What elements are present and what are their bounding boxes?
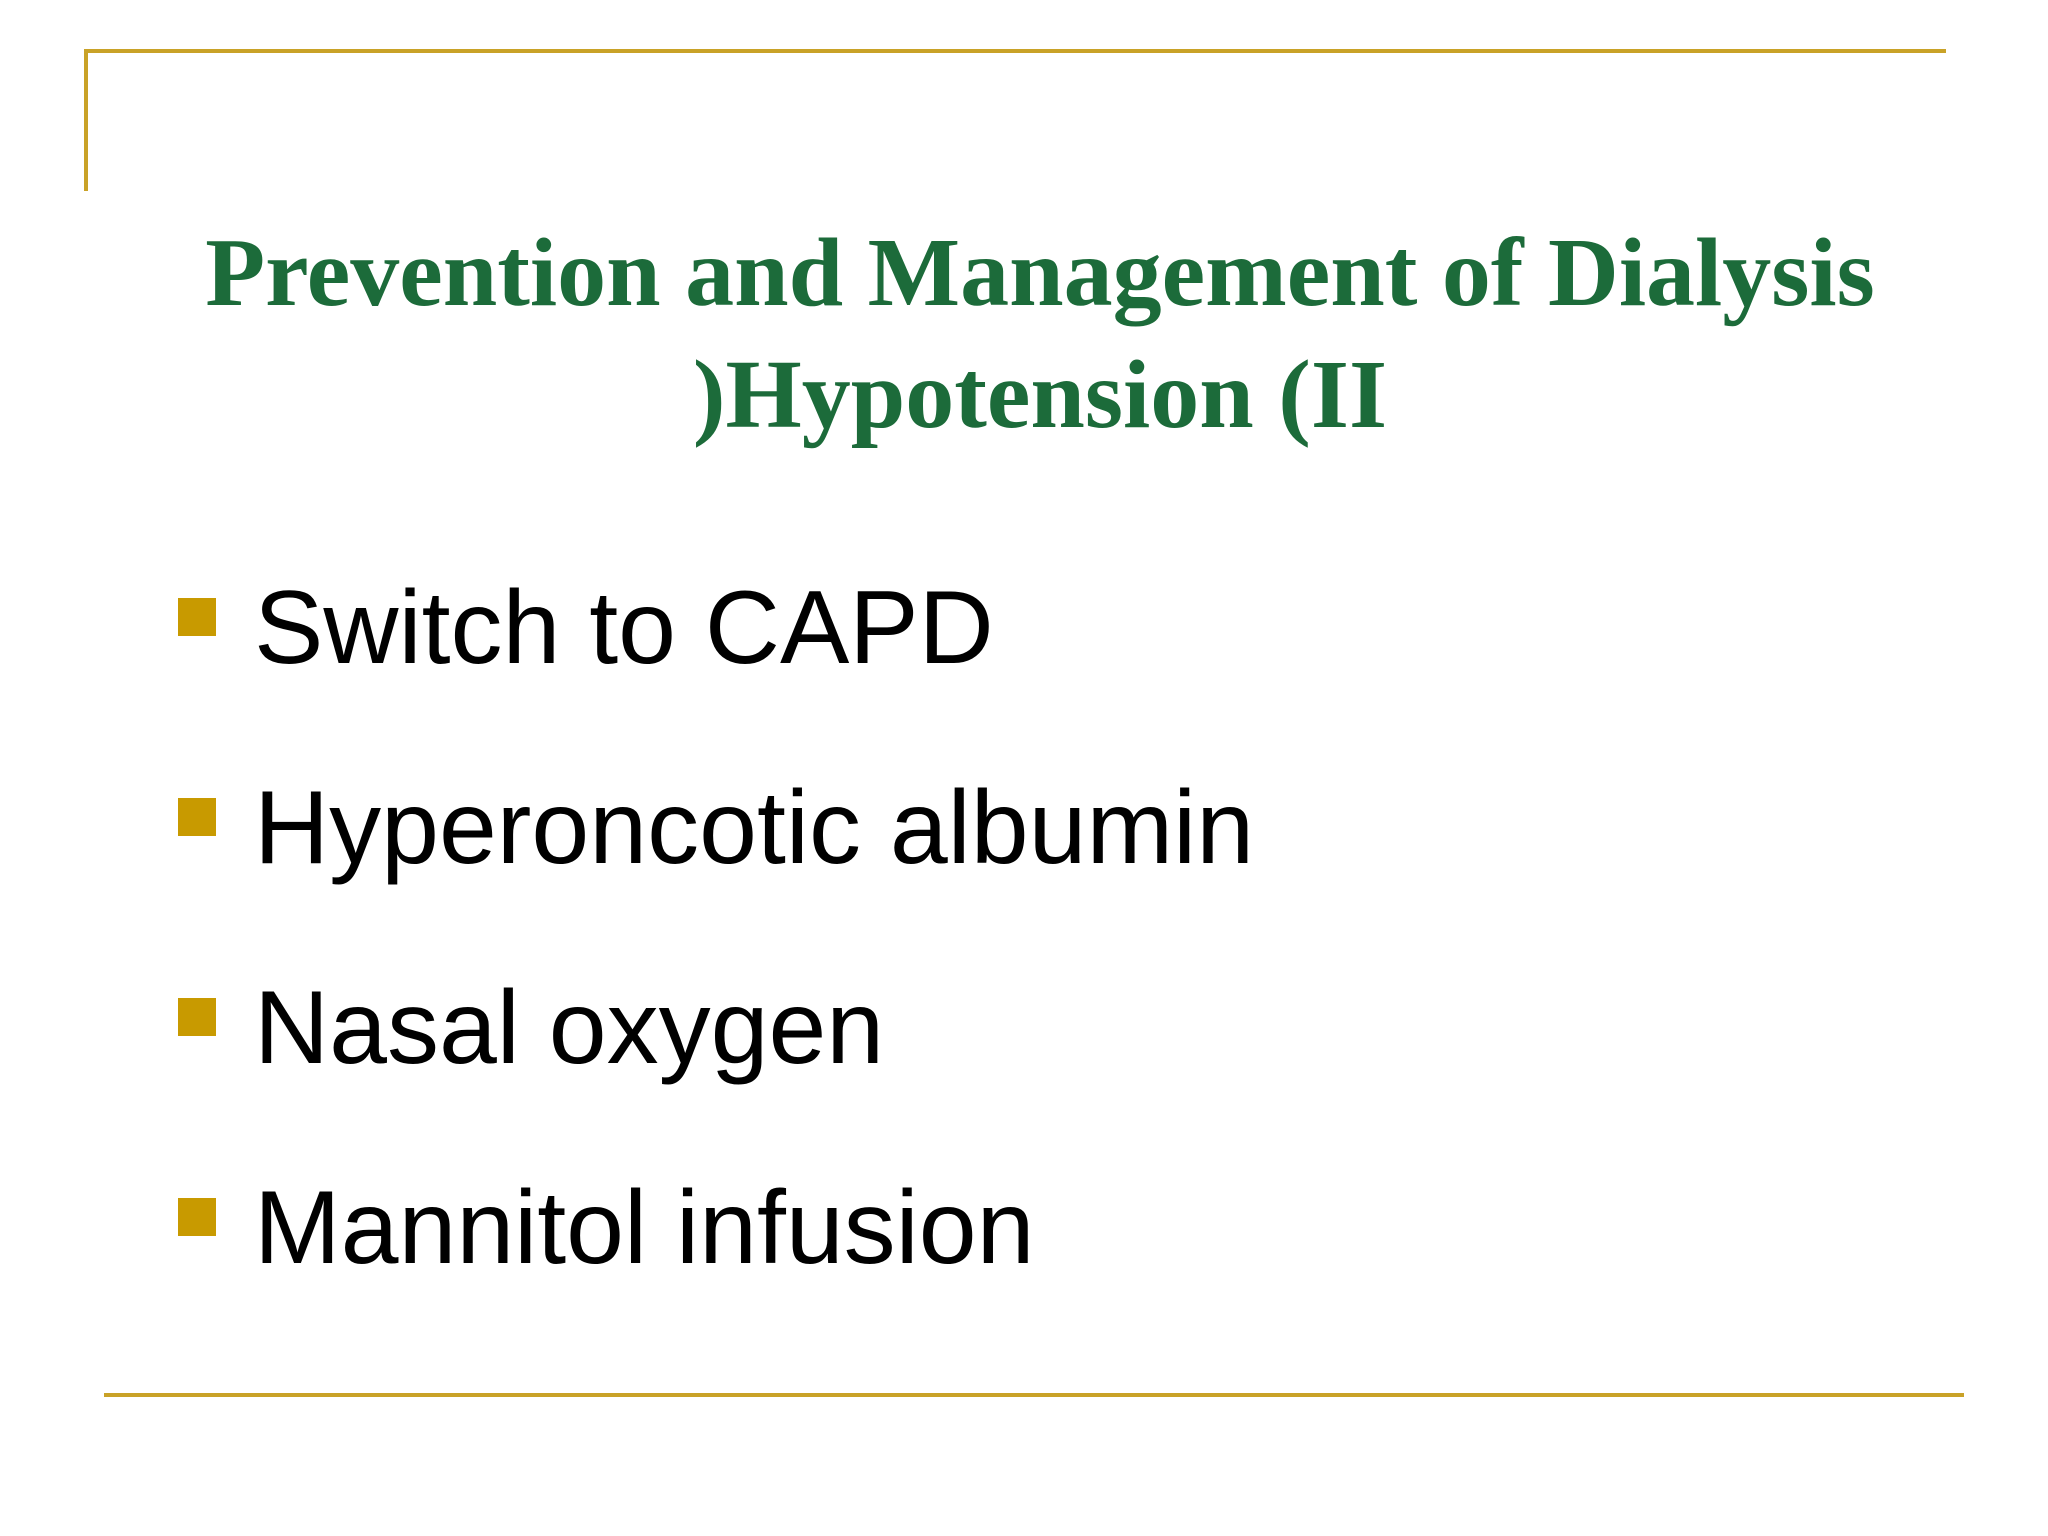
bullet-item	[178, 970, 1254, 1170]
frame-bottom-line	[104, 1393, 1964, 1397]
square-bullet-icon	[178, 998, 216, 1036]
bullet-text: Hyperoncotic albumin	[254, 770, 1255, 886]
bullet-text: Switch to CAPD	[254, 570, 994, 686]
square-bullet-icon	[178, 1198, 216, 1236]
frame-top-line	[86, 49, 1946, 53]
title-line-1: Prevention and Management of Dialysis	[205, 219, 1875, 327]
title-line-2: )Hypotension (II	[692, 341, 1388, 449]
slide-title	[150, 212, 1930, 456]
bullet-text: Nasal oxygen	[254, 970, 885, 1086]
bullet-item	[178, 570, 1254, 770]
bullet-item	[178, 1170, 1254, 1370]
frame-left-line	[84, 49, 88, 191]
bullet-item	[178, 770, 1254, 970]
bullet-text: Mannitol infusion	[254, 1170, 1035, 1286]
bullet-list	[178, 570, 1254, 1370]
square-bullet-icon	[178, 598, 216, 636]
square-bullet-icon	[178, 798, 216, 836]
